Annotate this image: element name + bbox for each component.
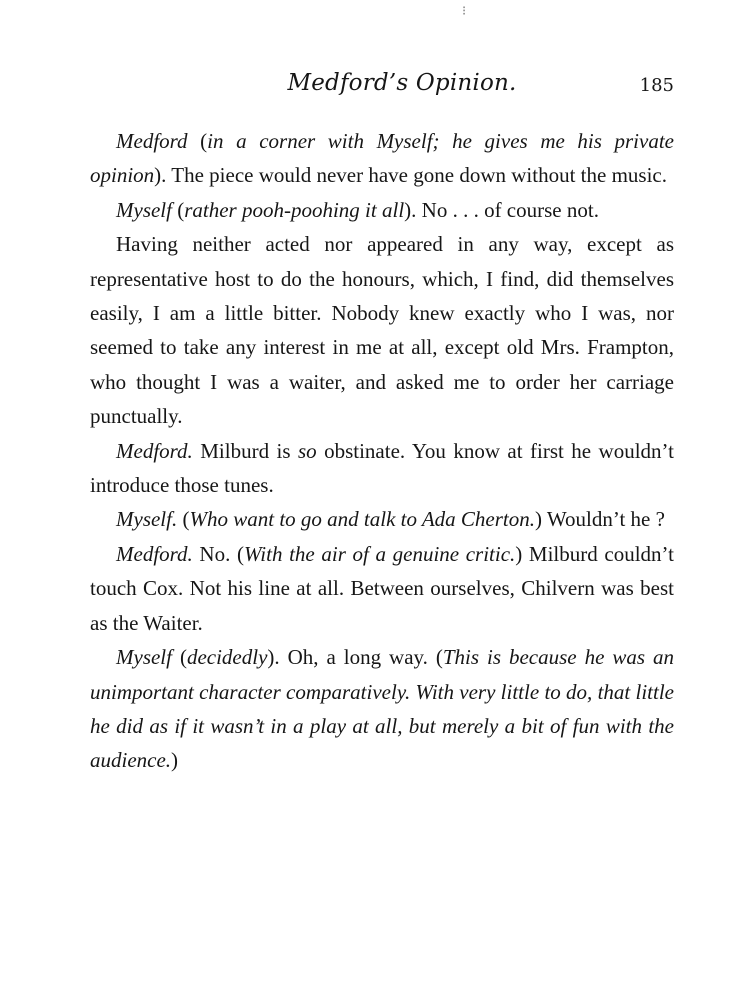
text-run: ). No . . . of course not. bbox=[404, 197, 599, 222]
text-run: obstinate. You know at first he wouldn’t introduce those tunes. bbox=[90, 438, 674, 498]
text-run: Milburd is bbox=[192, 438, 298, 463]
paragraph bbox=[90, 640, 674, 778]
italic-text: Myself. bbox=[116, 507, 178, 532]
italic-text: This is because he was an unimportant character comparatively. With very little to do, that little he did as if it wasn’t in a play at all, but merely a bit of fun with the audience. bbox=[90, 645, 674, 773]
italic-text: Medford. bbox=[116, 438, 193, 463]
text-run: No. ( bbox=[192, 541, 244, 566]
body-text bbox=[90, 124, 674, 778]
italic-text: Myself bbox=[116, 645, 172, 670]
italic-text: rather pooh-poohing it all bbox=[184, 197, 405, 222]
text-run: ). Oh, a long way. ( bbox=[267, 645, 443, 670]
paragraph bbox=[90, 537, 674, 640]
italic-text: Myself bbox=[116, 197, 172, 222]
text-run: ) Wouldn’t he ? bbox=[535, 507, 665, 532]
text-run: ( bbox=[171, 645, 187, 670]
text-run: ( bbox=[171, 197, 185, 222]
running-title: Medford’s Opinion. bbox=[287, 70, 517, 96]
paragraph bbox=[90, 193, 674, 227]
text-run: ) Milburd couldn’t touch Cox. Not his line at all. Between ourselves, Chilvern was best as the Waiter. bbox=[90, 541, 674, 635]
italic-text: Medford bbox=[116, 129, 188, 153]
italic-text: Who want to go and talk to Ada Cherton. bbox=[189, 507, 536, 532]
text-run: ( bbox=[177, 507, 190, 532]
paragraph bbox=[90, 124, 674, 193]
text-run: ( bbox=[187, 129, 208, 153]
paragraph bbox=[90, 227, 674, 433]
italic-text: in a corner with Myself; he gives me his private opinion bbox=[90, 129, 674, 188]
italic-text: Medford. bbox=[116, 541, 193, 566]
top-margin-mark: ⁝ bbox=[462, 4, 467, 19]
paragraph bbox=[90, 434, 674, 503]
italic-text: With the air of a genuine critic. bbox=[243, 541, 516, 566]
page-header bbox=[90, 70, 674, 110]
text-run: ) bbox=[171, 748, 179, 773]
italic-text: so bbox=[297, 438, 317, 463]
text-run: ). The piece would never have gone down without the music. bbox=[154, 163, 667, 188]
text-run: Having neither acted nor appeared in any way, except as representative host to do the honours, which, I find, did themselves easily, I am a little bitter. Nobody knew exactly who I was, nor seemed to take any interest in me at all, except old Mrs. Frampton, who thought I was a waiter, and asked me to order her carriage punctually. bbox=[90, 232, 674, 429]
page-number: 185 bbox=[639, 75, 674, 96]
italic-text: decidedly bbox=[186, 645, 268, 670]
paragraph bbox=[90, 502, 674, 536]
